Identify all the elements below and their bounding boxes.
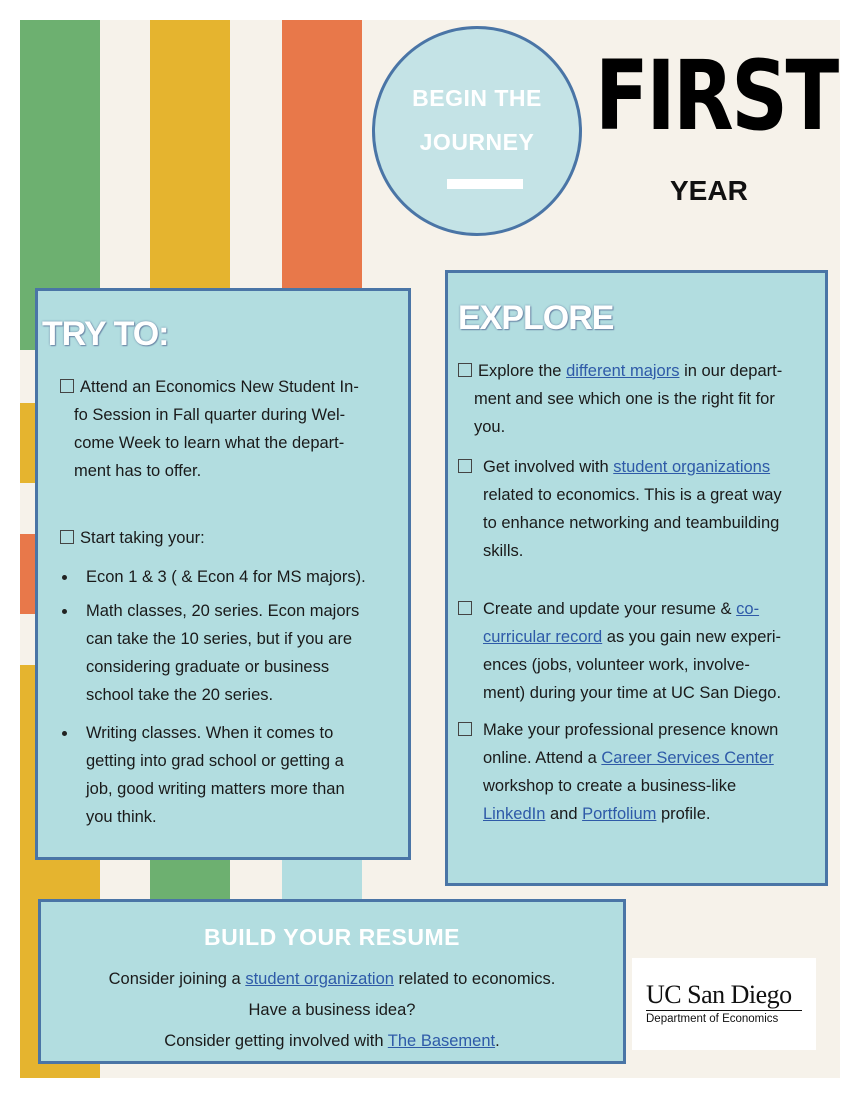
- co-curricular-link-part2[interactable]: curricular record: [483, 628, 603, 646]
- item1-line1: Attend an Economics New Student In-: [80, 378, 359, 396]
- circle-divider: [447, 179, 523, 189]
- explore-box: [445, 270, 828, 886]
- linkedin-link[interactable]: LinkedIn: [483, 805, 546, 823]
- student-organization-link[interactable]: student organization: [245, 970, 394, 988]
- explore-heading: EXPLORE: [458, 299, 614, 337]
- i2-line3: to enhance networking and teambuilding: [483, 514, 780, 532]
- orange-stripe-top: [282, 20, 362, 290]
- item1-line2: fo Session in Fall quarter during Wel-: [74, 406, 346, 424]
- different-majors-link[interactable]: different majors: [566, 362, 680, 380]
- try-to-item-2: [60, 524, 205, 552]
- yellow-stripe-top: [150, 20, 230, 290]
- explore-item-3: [458, 595, 818, 707]
- r3-post: .: [495, 1032, 500, 1050]
- try-to-heading: TRY TO:: [42, 315, 169, 353]
- bullet-3-line-4: you think.: [86, 808, 157, 826]
- resume-title: BUILD YOUR RESUME: [204, 924, 460, 950]
- i4-end: profile.: [656, 805, 711, 823]
- bullet-1-line-1: Econ 1 & 3 ( & Econ 4 for MS majors).: [86, 568, 366, 586]
- i2-line2: related to economics. This is a great way: [483, 486, 782, 504]
- i4-pre: online. Attend a: [483, 749, 602, 767]
- r1-post: related to economics.: [393, 970, 556, 988]
- bullet-dot: [62, 575, 67, 580]
- resume-line-2: Have a business idea?: [248, 1001, 416, 1019]
- i4-mid: and: [545, 805, 583, 823]
- co-curricular-link-part1[interactable]: co-: [736, 600, 760, 618]
- r3-pre: Consider getting involved with: [164, 1032, 388, 1050]
- bullet-2-line-2: can take the 10 series, but if you are: [86, 630, 352, 648]
- bullet-2-line-4: school take the 20 series.: [86, 686, 274, 704]
- bullet-dot: [62, 731, 67, 736]
- circle-line-1: BEGIN THE: [412, 85, 542, 111]
- resume-line-3: [41, 1032, 623, 1051]
- i2-pre: Get involved with: [483, 458, 614, 476]
- student-organizations-link[interactable]: student organizations: [613, 458, 771, 476]
- logo-dept: Department of Economics: [646, 1013, 779, 1025]
- try-to-box: [35, 288, 411, 860]
- try-to-item-1: [60, 373, 400, 485]
- circle-line-2: JOURNEY: [419, 129, 535, 155]
- explore-item-2: [458, 453, 818, 565]
- logo-name: UC San Diego: [646, 980, 792, 1009]
- checkbox-icon: [458, 459, 472, 473]
- i1-line2: ment and see which one is the right fit for: [474, 390, 775, 408]
- bullet-econ: [86, 563, 366, 591]
- checkbox-icon: [458, 601, 472, 615]
- checkbox-icon: [458, 722, 472, 736]
- logo-rule: [646, 1010, 802, 1011]
- checkbox-icon: [458, 363, 472, 377]
- item1-line3: come Week to learn what the depart-: [74, 434, 345, 452]
- bullet-2-line-1: Math classes, 20 series. Econ majors: [86, 602, 360, 620]
- explore-item-4: [458, 716, 818, 828]
- r1-pre: Consider joining a: [108, 970, 246, 988]
- i1-post: in our depart-: [679, 362, 783, 380]
- checkbox-icon: [60, 530, 74, 544]
- bullet-3-line-2: getting into grad school or getting a: [86, 752, 344, 770]
- ucsd-logo: [632, 958, 816, 1050]
- resume-box: [38, 899, 626, 1064]
- bullet-writing: [86, 719, 345, 831]
- item2-text: Start taking your:: [80, 529, 205, 547]
- resume-line-1: [41, 970, 623, 989]
- career-services-link[interactable]: Career Services Center: [601, 749, 774, 767]
- bullet-2-line-3: considering graduate or business: [86, 658, 330, 676]
- the-basement-link[interactable]: The Basement: [387, 1032, 496, 1050]
- i3-line4: ment) during your time at UC San Diego.: [483, 684, 782, 702]
- bullet-3-line-3: job, good writing matters more than: [86, 780, 345, 798]
- flyer-page: [20, 20, 840, 1078]
- i4-line3: workshop to create a business-like: [483, 777, 737, 795]
- i2-line4: skills.: [483, 542, 524, 560]
- item1-line4: ment has to offer.: [74, 462, 202, 480]
- i3-pre: Create and update your resume &: [483, 600, 737, 618]
- first-title: FIRST: [595, 40, 837, 152]
- i3-l2-post: as you gain new experi-: [602, 628, 782, 646]
- bullet-dot: [62, 609, 67, 614]
- i4-line1: Make your professional presence known: [483, 721, 779, 739]
- portfolium-link[interactable]: Portfolium: [582, 805, 657, 823]
- i3-line3: ences (jobs, volunteer work, involve-: [483, 656, 750, 674]
- bullet-3-line-1: Writing classes. When it comes to: [86, 724, 334, 742]
- bullet-math: [86, 597, 359, 709]
- checkbox-icon: [60, 379, 74, 393]
- i1-pre: Explore the: [478, 362, 567, 380]
- explore-item-1: [458, 357, 818, 441]
- journey-circle: [372, 26, 582, 236]
- i1-line3: you.: [474, 418, 506, 436]
- year-title: YEAR: [670, 175, 748, 206]
